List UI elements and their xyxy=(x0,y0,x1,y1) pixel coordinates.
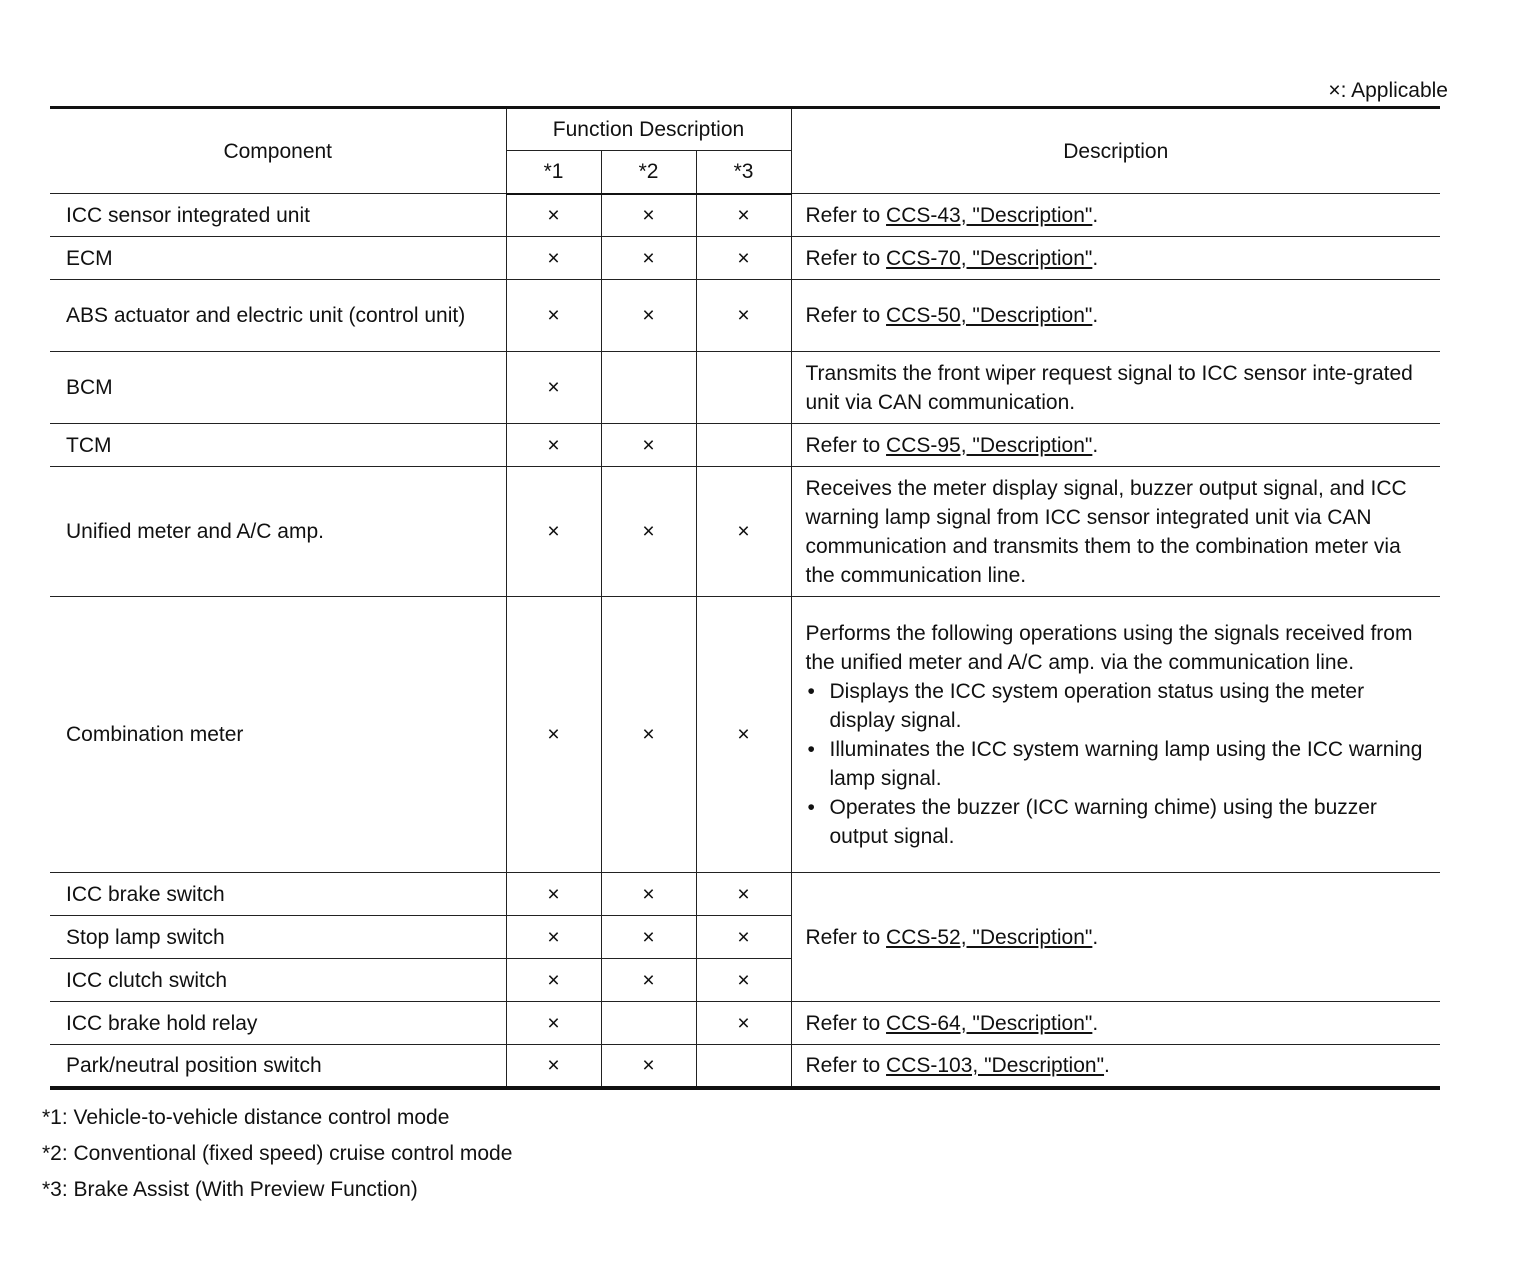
component-name: ICC brake hold relay xyxy=(50,1002,506,1045)
mode-3-mark: × xyxy=(696,237,791,280)
description-cell xyxy=(791,424,1440,467)
mode-1-mark: × xyxy=(506,467,601,597)
mode-1-mark: × xyxy=(506,959,601,1002)
refer-suffix: . xyxy=(1092,925,1099,949)
component-name: ICC sensor integrated unit xyxy=(50,194,506,237)
mode-3-mark: × xyxy=(696,280,791,352)
list-item: • Illuminates the ICC system warning lamp using the ICC warning lamp signal. xyxy=(806,735,1429,793)
header-component: Component xyxy=(50,108,506,194)
component-name: ICC brake switch xyxy=(50,873,506,916)
mode-2-mark: × xyxy=(601,424,696,467)
description-cell xyxy=(791,237,1440,280)
mode-1-mark: × xyxy=(506,1002,601,1045)
footnote-3: *3: Brake Assist (With Preview Function) xyxy=(42,1178,418,1201)
mode-2-mark: × xyxy=(601,597,696,873)
refer-prefix: Refer to xyxy=(805,246,887,270)
reference-link[interactable]: CCS-64, "Description" xyxy=(886,1011,1093,1035)
mode-3-mark: × xyxy=(696,873,791,916)
refer-suffix: . xyxy=(1092,304,1099,327)
mode-2-mark xyxy=(601,352,696,424)
description-text: Performs the following operations using the signals received from the unified meter and A/C amp. via the communication line. xyxy=(805,621,1413,674)
refer-suffix: . xyxy=(1092,433,1099,457)
refer-prefix: Refer to xyxy=(805,925,887,949)
mode-2-mark xyxy=(601,1002,696,1045)
refer-prefix: Refer to xyxy=(805,304,887,327)
table-row xyxy=(50,424,1440,467)
table-row xyxy=(50,280,1440,352)
table-row xyxy=(50,597,1440,873)
mode-2-mark: × xyxy=(601,1045,696,1088)
mode-1-mark: × xyxy=(506,352,601,424)
mode-3-mark xyxy=(696,1045,791,1088)
table-row xyxy=(50,352,1440,424)
reference-link[interactable]: CCS-95, "Description" xyxy=(886,433,1093,457)
mode-2-mark: × xyxy=(601,873,696,916)
mode-1-mark: × xyxy=(506,194,601,237)
reference-link[interactable]: CCS-43, "Description" xyxy=(886,203,1093,227)
description-cell xyxy=(791,280,1440,352)
mode-1-mark: × xyxy=(506,1045,601,1088)
refer-prefix: Refer to xyxy=(805,433,887,457)
table-row xyxy=(50,467,1440,597)
footnotes xyxy=(42,1100,512,1208)
mode-1-mark: × xyxy=(506,424,601,467)
component-name: ABS actuator and electric unit (control unit) xyxy=(50,280,506,352)
reference-link[interactable]: CCS-103, "Description" xyxy=(886,1053,1105,1077)
table-row xyxy=(50,1002,1440,1045)
mode-1-mark: × xyxy=(506,873,601,916)
description-cell xyxy=(791,873,1440,1002)
mode-2-mark: × xyxy=(601,237,696,280)
footnote-2: *2: Conventional (fixed speed) cruise control mode xyxy=(42,1142,513,1165)
header-mode-2: *2 xyxy=(601,151,696,194)
list-item: • Operates the buzzer (ICC warning chime) using the buzzer output signal. xyxy=(806,793,1429,851)
component-name: ICC clutch switch xyxy=(50,959,506,1002)
refer-prefix: Refer to xyxy=(805,1053,887,1077)
mode-2-mark: × xyxy=(601,194,696,237)
mode-2-mark: × xyxy=(601,959,696,1002)
mode-3-mark: × xyxy=(696,194,791,237)
mode-1-mark: × xyxy=(506,237,601,280)
mode-3-mark: × xyxy=(696,916,791,959)
refer-prefix: Refer to xyxy=(805,1011,887,1035)
mode-2-mark: × xyxy=(601,916,696,959)
component-name: TCM xyxy=(50,424,506,467)
mode-2-mark: × xyxy=(601,280,696,352)
mode-2-mark: × xyxy=(601,467,696,597)
mode-1-mark: × xyxy=(506,916,601,959)
mode-1-mark: × xyxy=(506,597,601,873)
table-row xyxy=(50,237,1440,280)
operation-list xyxy=(806,677,1429,851)
component-function-table xyxy=(50,106,1440,1090)
mode-3-mark: × xyxy=(696,467,791,597)
refer-suffix: . xyxy=(1092,1011,1099,1035)
component-name: Unified meter and A/C amp. xyxy=(50,467,506,597)
mode-3-mark: × xyxy=(696,1002,791,1045)
mode-3-mark xyxy=(696,352,791,424)
reference-link[interactable]: CCS-70, "Description" xyxy=(886,246,1093,270)
description-cell xyxy=(791,1045,1440,1088)
description-cell xyxy=(791,1002,1440,1045)
mode-3-mark: × xyxy=(696,597,791,873)
header-mode-1: *1 xyxy=(506,151,601,194)
reference-link[interactable]: CCS-52, "Description" xyxy=(886,925,1093,949)
table-row xyxy=(50,873,1440,916)
footnote-1: *1: Vehicle-to-vehicle distance control mode xyxy=(42,1106,450,1129)
refer-suffix: . xyxy=(1092,246,1099,270)
description-cell xyxy=(791,194,1440,237)
description-text: Receives the meter display signal, buzzer output signal, and ICC warning lamp signal from ICC sensor integrated unit via CAN communication and transmits them to the combination meter via the communication line. xyxy=(791,467,1440,597)
refer-suffix: . xyxy=(1104,1053,1110,1077)
description-cell xyxy=(791,597,1440,873)
list-item: • Displays the ICC system operation status using the meter display signal. xyxy=(806,677,1429,735)
description-text: Transmits the front wiper request signal to ICC sensor inte-grated unit via CAN communication. xyxy=(791,352,1440,424)
applicable-legend: ×: Applicable xyxy=(1328,79,1448,102)
component-name: Combination meter xyxy=(50,597,506,873)
component-name: ECM xyxy=(50,237,506,280)
header-mode-3: *3 xyxy=(696,151,791,194)
table-row xyxy=(50,194,1440,237)
table-row xyxy=(50,1045,1440,1088)
mode-1-mark: × xyxy=(506,280,601,352)
refer-suffix: . xyxy=(1092,203,1099,227)
mode-3-mark: × xyxy=(696,959,791,1002)
component-name: BCM xyxy=(50,352,506,424)
component-name: Park/neutral position switch xyxy=(50,1045,506,1088)
mode-3-mark xyxy=(696,424,791,467)
refer-prefix: Refer to xyxy=(805,203,887,227)
reference-link[interactable]: CCS-50, "Description" xyxy=(886,304,1093,327)
header-function-description: Function Description xyxy=(506,108,791,151)
component-name: Stop lamp switch xyxy=(50,916,506,959)
header-description: Description xyxy=(791,108,1440,194)
